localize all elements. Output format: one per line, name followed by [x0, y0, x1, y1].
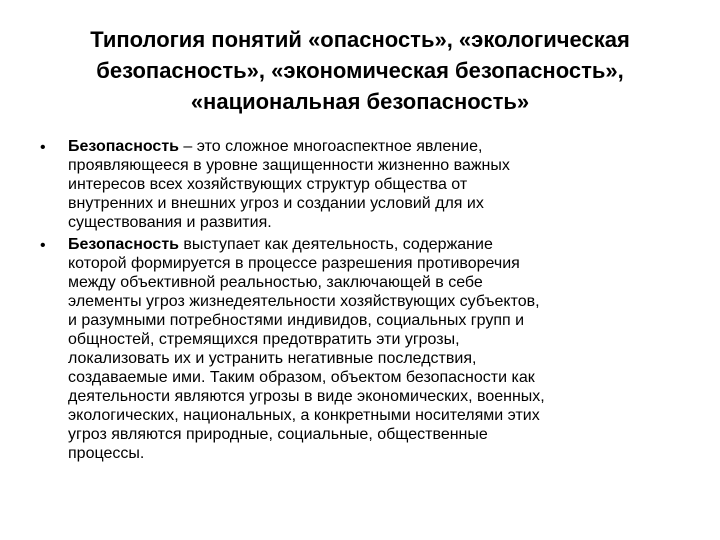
text-line — [68, 137, 720, 156]
text-line: деятельности являются угрозы в виде экономических, военных, — [68, 388, 545, 405]
text-line: которой формируется в процессе разрешения противоречия — [68, 255, 520, 272]
text-line: и разумными потребностями индивидов, социальных групп и — [68, 312, 525, 329]
bullet-item — [0, 235, 720, 463]
text-line: существования и развития. — [68, 214, 272, 231]
text-line: проявляющееся в уровне защищенности жизненно важных — [68, 157, 510, 174]
text-line: интересов всех хозяйствующих структур общества от — [68, 176, 468, 193]
text-line: угроз являются природные, социальные, общественные — [68, 426, 488, 443]
bold-term: Безопасность — [68, 138, 179, 155]
text-run: – это сложное многоаспектное явление, — [178, 138, 483, 155]
slide-title — [40, 24, 680, 117]
text-line: создаваемые ими. Таким образом, объектом безопасности как — [68, 369, 535, 386]
bold-term: Безопасность — [68, 236, 179, 253]
text-line: внутренних и внешних угроз и создании условий для их — [68, 195, 484, 212]
text-line: общностей, стремящихся предотвратить эти угрозы, — [68, 331, 460, 348]
text-line: процессы. — [68, 445, 145, 462]
title-line: «национальная безопасность» — [190, 89, 530, 114]
bullet-icon: • — [40, 139, 46, 156]
bullet-text — [68, 137, 720, 232]
bullet-item — [0, 137, 720, 232]
title-line: безопасность», «экономическая безопасность», — [96, 58, 624, 83]
bullet-list — [0, 137, 720, 466]
text-line: экологических, национальных, а конкретными носителями этих — [68, 407, 540, 424]
text-line: между объективной реальностью, заключающей в себе — [68, 274, 483, 291]
bullet-icon: • — [40, 237, 46, 254]
text-line — [68, 235, 720, 254]
text-line: локализовать их и устранить негативные последствия, — [68, 350, 477, 367]
bullet-text — [68, 235, 720, 463]
title-line: Типология понятий «опасность», «экологическая — [90, 27, 630, 52]
text-run: выступает как деятельность, содержание — [178, 236, 493, 253]
text-line: элементы угроз жизнедеятельности хозяйствующих субъектов, — [68, 293, 540, 310]
